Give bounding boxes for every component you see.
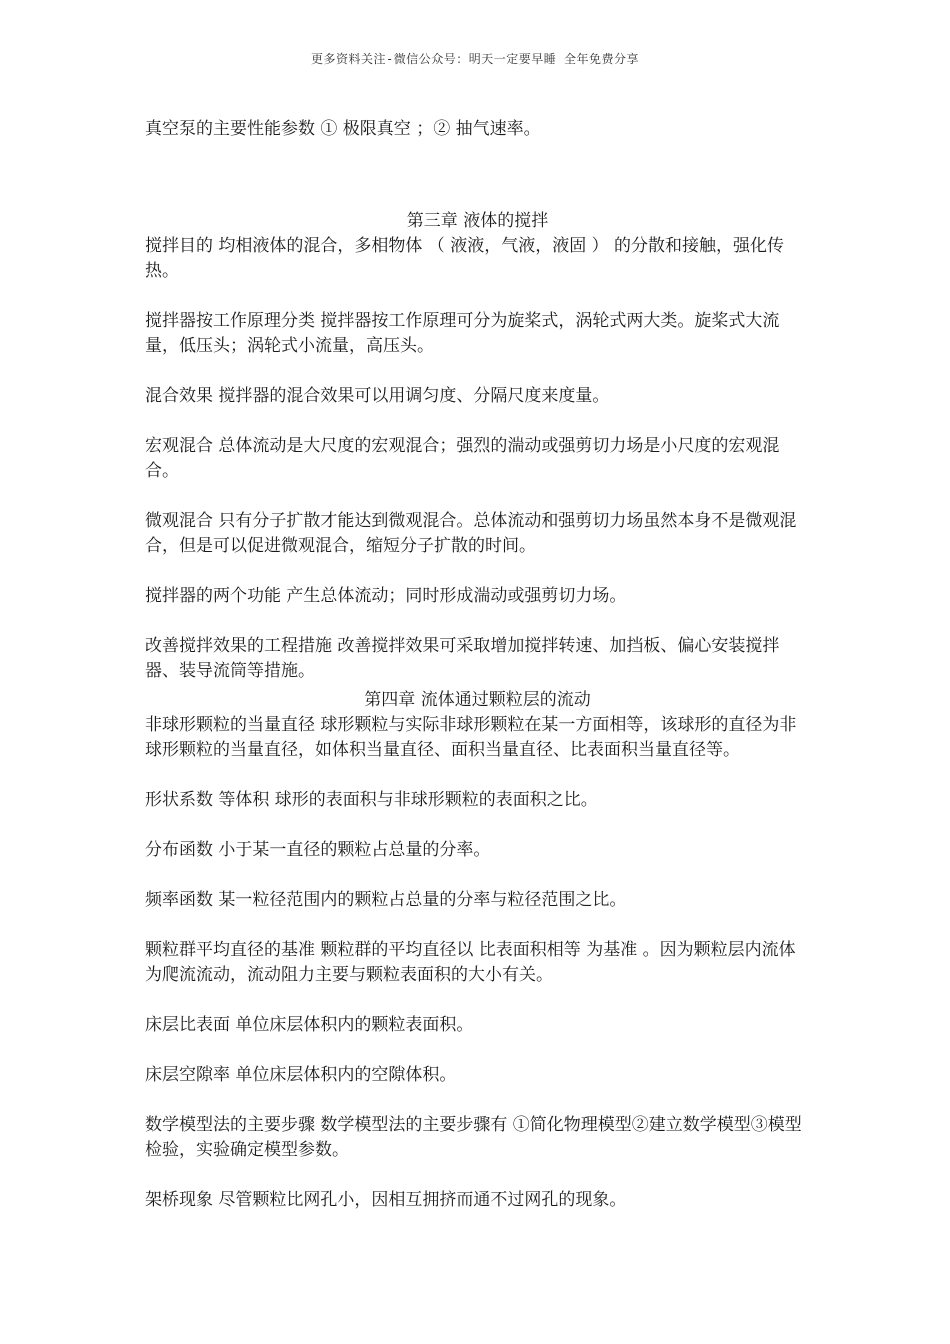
paragraph: 床层空隙率 单位床层体积内的空隙体积。 bbox=[145, 1065, 457, 1085]
page-header: 更多资料关注-微信公众号：明天一定要早睡 全年免费分享 bbox=[311, 52, 639, 66]
intro-paragraph: 真空泵的主要性能参数 ① 极限真空 ；② 抽气速率。 bbox=[145, 119, 541, 139]
paragraph: 床层比表面 单位床层体积内的颗粒表面积。 bbox=[145, 1015, 474, 1035]
paragraph: 分布函数 小于某一直径的颗粒占总量的分率。 bbox=[145, 840, 491, 860]
paragraph: 颗粒群平均直径的基准 颗粒群的平均直径以 比表面积相等 为基准 。因为颗粒层内流体为爬流流动，流动阻力主要与颗粒表面积的大小有关。 bbox=[145, 940, 796, 985]
paragraph: 搅拌器按工作原理分类 搅拌器按工作原理可分为旋桨式，涡轮式两大类。旋桨式大流量，低压头；涡轮式小流量，高压头。 bbox=[145, 311, 780, 356]
chapter-3-title: 第三章 液体的搅拌 bbox=[406, 211, 549, 231]
paragraph: 非球形颗粒的当量直径 球形颗粒与实际非球形颗粒在某一方面相等，该球形的直径为非球形颗粒的当量直径，如体积当量直径、面积当量直径、比表面积当量直径等。 bbox=[145, 715, 797, 760]
chapter-4-title: 第四章 流体通过颗粒层的流动 bbox=[364, 690, 591, 710]
paragraph: 混合效果 搅拌器的混合效果可以用调匀度、分隔尺度来度量。 bbox=[145, 386, 610, 406]
paragraph: 搅拌目的 均相液体的混合，多相物体 （ 液液，气液，液固 ） 的分散和接触，强化传热。 bbox=[145, 236, 785, 281]
paragraph: 数学模型法的主要步骤 数学模型法的主要步骤有 ①简化物理模型②建立数学模型③模型检验，实验确定模型参数。 bbox=[145, 1115, 802, 1160]
chapter-3-section bbox=[145, 209, 810, 684]
chapter-4-section bbox=[145, 688, 810, 1213]
paragraph: 改善搅拌效果的工程措施 改善搅拌效果可采取增加搅拌转速、加挡板、偏心安装搅拌器、装导流筒等措施。 bbox=[145, 636, 780, 681]
paragraph: 形状系数 等体积 球形的表面积与非球形颗粒的表面积之比。 bbox=[145, 790, 598, 810]
paragraph: 搅拌器的两个功能 产生总体流动；同时形成湍动或强剪切力场。 bbox=[145, 586, 627, 606]
paragraph: 宏观混合 总体流动是大尺度的宏观混合；强烈的湍动或强剪切力场是小尺度的宏观混合。 bbox=[145, 436, 780, 481]
paragraph: 架桥现象 尽管颗粒比网孔小，因相互拥挤而通不过网孔的现象。 bbox=[145, 1190, 627, 1210]
document-body bbox=[145, 117, 810, 142]
paragraph: 频率函数 某一粒径范围内的颗粒占总量的分率与粒径范围之比。 bbox=[145, 890, 627, 910]
paragraph: 微观混合 只有分子扩散才能达到微观混合。总体流动和强剪切力场虽然本身不是微观混合，但是可以促进微观混合，缩短分子扩散的时间。 bbox=[145, 511, 797, 556]
